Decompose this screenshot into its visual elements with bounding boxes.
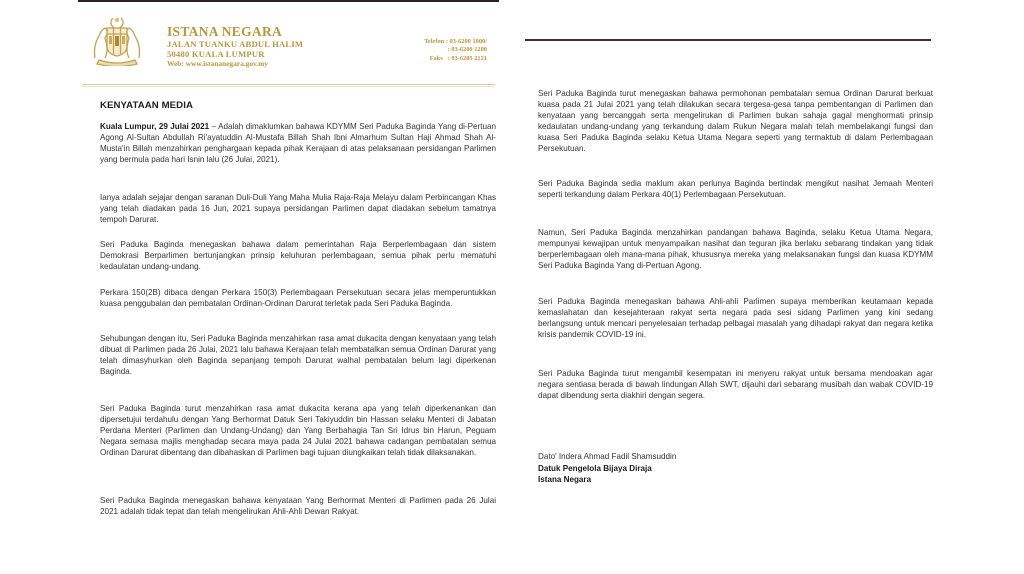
paragraph-6: Seri Paduka Baginda turut menzahirkan rasa amat dukacita kerana apa yang telah diperkenankan dan dipersetujui terdahulu dengan Yang Berhormat Datuk Seri Takiyuddin bin Hassan selaku Menteri di Jabatan Perdana Menteri (Parlimen dan Undang-Undang) dan Yang Berbahagia Tan Sri Idrus bin Harun, Peguam Negara semasa majlis menghadap secara maya pada 24 Julai 2021 bahawa cadangan pembatalan semua Ordinan Darurat dibentang dan dibahaskan di Parlimen bagi tujuan diungkaikan telah tidak dilaksanakan. [100, 404, 496, 458]
paragraph-8: Seri Paduka Baginda turut menegaskan bahawa permohonan pembatalan semua Ordinan Darurat berkuat kuasa pada 21 Julai 2021 yang telah dilakukan secara tergesa-gesa tanpa pembentangan di Parlimen dan kenyataan yang bercanggah serta mengelirukan di Parlimen bukan sahaja gagal menghormati prinsip kedaulatan undang-undang yang terkandung dalam Rukun Negara malah telah membelakangi fungsi dan kuasa Seri Paduka Baginda selaku Ketua Utama Negara seperti yang termaktub di dalam Perlembagaan Persekutuan. [538, 89, 933, 154]
letterhead [78, 8, 499, 78]
paragraph-11: Seri Paduka Baginda menegaskan bahawa Ahli-ahli Parlimen supaya memberikan keutamaan kepada kemaslahatan dan kesejahteraan rakyat serta negara pada sesi sidang Parlimen yang kini sedang berlangsung untuk mencari penyelesaian terhadap pelbagai masalah yang dihadapi rakyat dan negara ketika krisis pandemik COVID-19 ini. [538, 297, 933, 340]
document-heading: KENYATAAN MEDIA [100, 100, 193, 111]
paragraph-1-text: – Adalah dimaklumkan bahawa KDYMM Seri Paduka Baginda Yang di-Pertuan Agong Al-Sultan Abdullah Ri'ayatuddin Al-Mustafa Billah Shah Ibni Almarhum Sultan Haji Ahmad Shah Al-Musta'in Billah menzahirkan penghargaan kepada pihak Kerajaan di atas pelaksanaan persidangan Parlimen yang bermula pada hari Isnin lalu (26 Julai, 2021). [100, 122, 496, 165]
signatory-name: Dato' Indera Ahmad Fadil Shamsuddin [538, 452, 677, 461]
paragraph-5: Sehubungan dengan itu, Seri Paduka Baginda menzahirkan rasa amat dukacita dengan kenyataan yang telah dibuat di Parlimen pada 26 Julai, 2021 lalu bahawa Kerajaan telah membatalkan semua Ordinan Darurat yang telah dimasyhurkan oleh Baginda sepanjang tempoh Darurat walhal pembatalan belum lagi diperkenan Baginda. [100, 334, 496, 377]
signatory-office: Istana Negara [538, 475, 592, 485]
dateline: Kuala Lumpur, 29 Julai 2021 [100, 122, 210, 131]
paragraph-4: Perkara 150(2B) dibaca dengan Perkara 150(3) Perlembagaan Persekutuan secara jelas memperuntukkan kuasa penggubalan dan pembatalan Ordinan-Ordinan Darurat terletak pada Seri Paduka Baginda. [100, 288, 496, 309]
address-line-1: JALAN TUANKU ABDUL HALIM [167, 39, 304, 49]
signature-block [538, 451, 676, 486]
organization-name: ISTANA NEGARA [167, 24, 283, 39]
letterhead-divider [82, 84, 495, 85]
paragraph-7: Seri Paduka Baginda menegaskan bahawa kenyataan Yang Berhormat Menteri di Parlimen pada 26 Julai 2021 adalah tidak tepat dan telah mengelirukan Ahli-Ahli Dewan Rakyat. [100, 496, 496, 517]
page-top-border [78, 0, 499, 2]
paragraph-10: Namun, Seri Paduka Baginda menzahirkan pandangan bahawa Baginda, selaku Ketua Utama Negara, mempunyai kewajipan untuk menyampaikan nasihat dan teguran jika berlaku sebarang tindakan yang tidak berperlembagaan oleh mana-mana pihak, khususnya mereka yang melaksanakan fungsi dan kuasa KDYMM Seri Paduka Baginda Yang di-Pertuan Agong. [538, 228, 933, 271]
page-top-rule [525, 39, 931, 41]
malaysia-coat-of-arms-icon [89, 14, 145, 66]
website-link[interactable]: Web: www.istananegara.gov.my [167, 59, 269, 68]
signatory-title: Datuk Pengelola Bijaya Diraja [538, 463, 652, 473]
paragraph-3: Seri Paduka Baginda menegaskan bahawa dalam pemerintahan Raja Berperlembagaan dan sistem Demokrasi Berparlimen bertunjangkan prinsip keluhuran perlembagaan, semua pihak perlu mematuhi kedaulatan undang-undang. [100, 240, 496, 272]
paragraph-9: Seri Paduka Baginda sedia maklum akan perlunya Baginda bertindak mengikut nasihat Jemaah Menteri seperti terkandung dalam Perkara 40(1) Perlembagaan Persekutuan. [538, 179, 933, 200]
letterhead-divider-shadow [82, 86, 495, 87]
paragraph-12: Seri Paduka Baginda turut mengambil kesempatan ini menyeru rakyat untuk bersama mendoakan agar negara sentiasa berada di bawah lindungan Allah SWT, dijauhi dari sebarang musibah dan wabak COVID-19 dapat dibendung serta diakhiri dengan segera. [538, 369, 933, 401]
contact-block [424, 38, 487, 63]
document-page-2 [525, 0, 931, 574]
letterhead-text [167, 25, 303, 69]
address-line-2: 50480 KUALA LUMPUR [167, 49, 265, 59]
document-page-1 [78, 0, 499, 574]
telephone-line-1: Telefon : 03-6200 1000/ [424, 38, 487, 45]
telephone-line-2: : 03-6200 1200 [447, 46, 487, 54]
fax-line: Faks : 03-6205 2121 [429, 54, 487, 62]
paragraph-2: Ianya adalah sejajar dengan saranan Duli-Duli Yang Maha Mulia Raja-Raja Melayu dalam Perbincangan Khas yang telah diadakan pada 16 Jun, 2021 supaya persidangan Parlimen dapat diadakan sebelum tamatnya tempoh Darurat. [100, 193, 496, 225]
paragraph-1 [100, 121, 496, 165]
